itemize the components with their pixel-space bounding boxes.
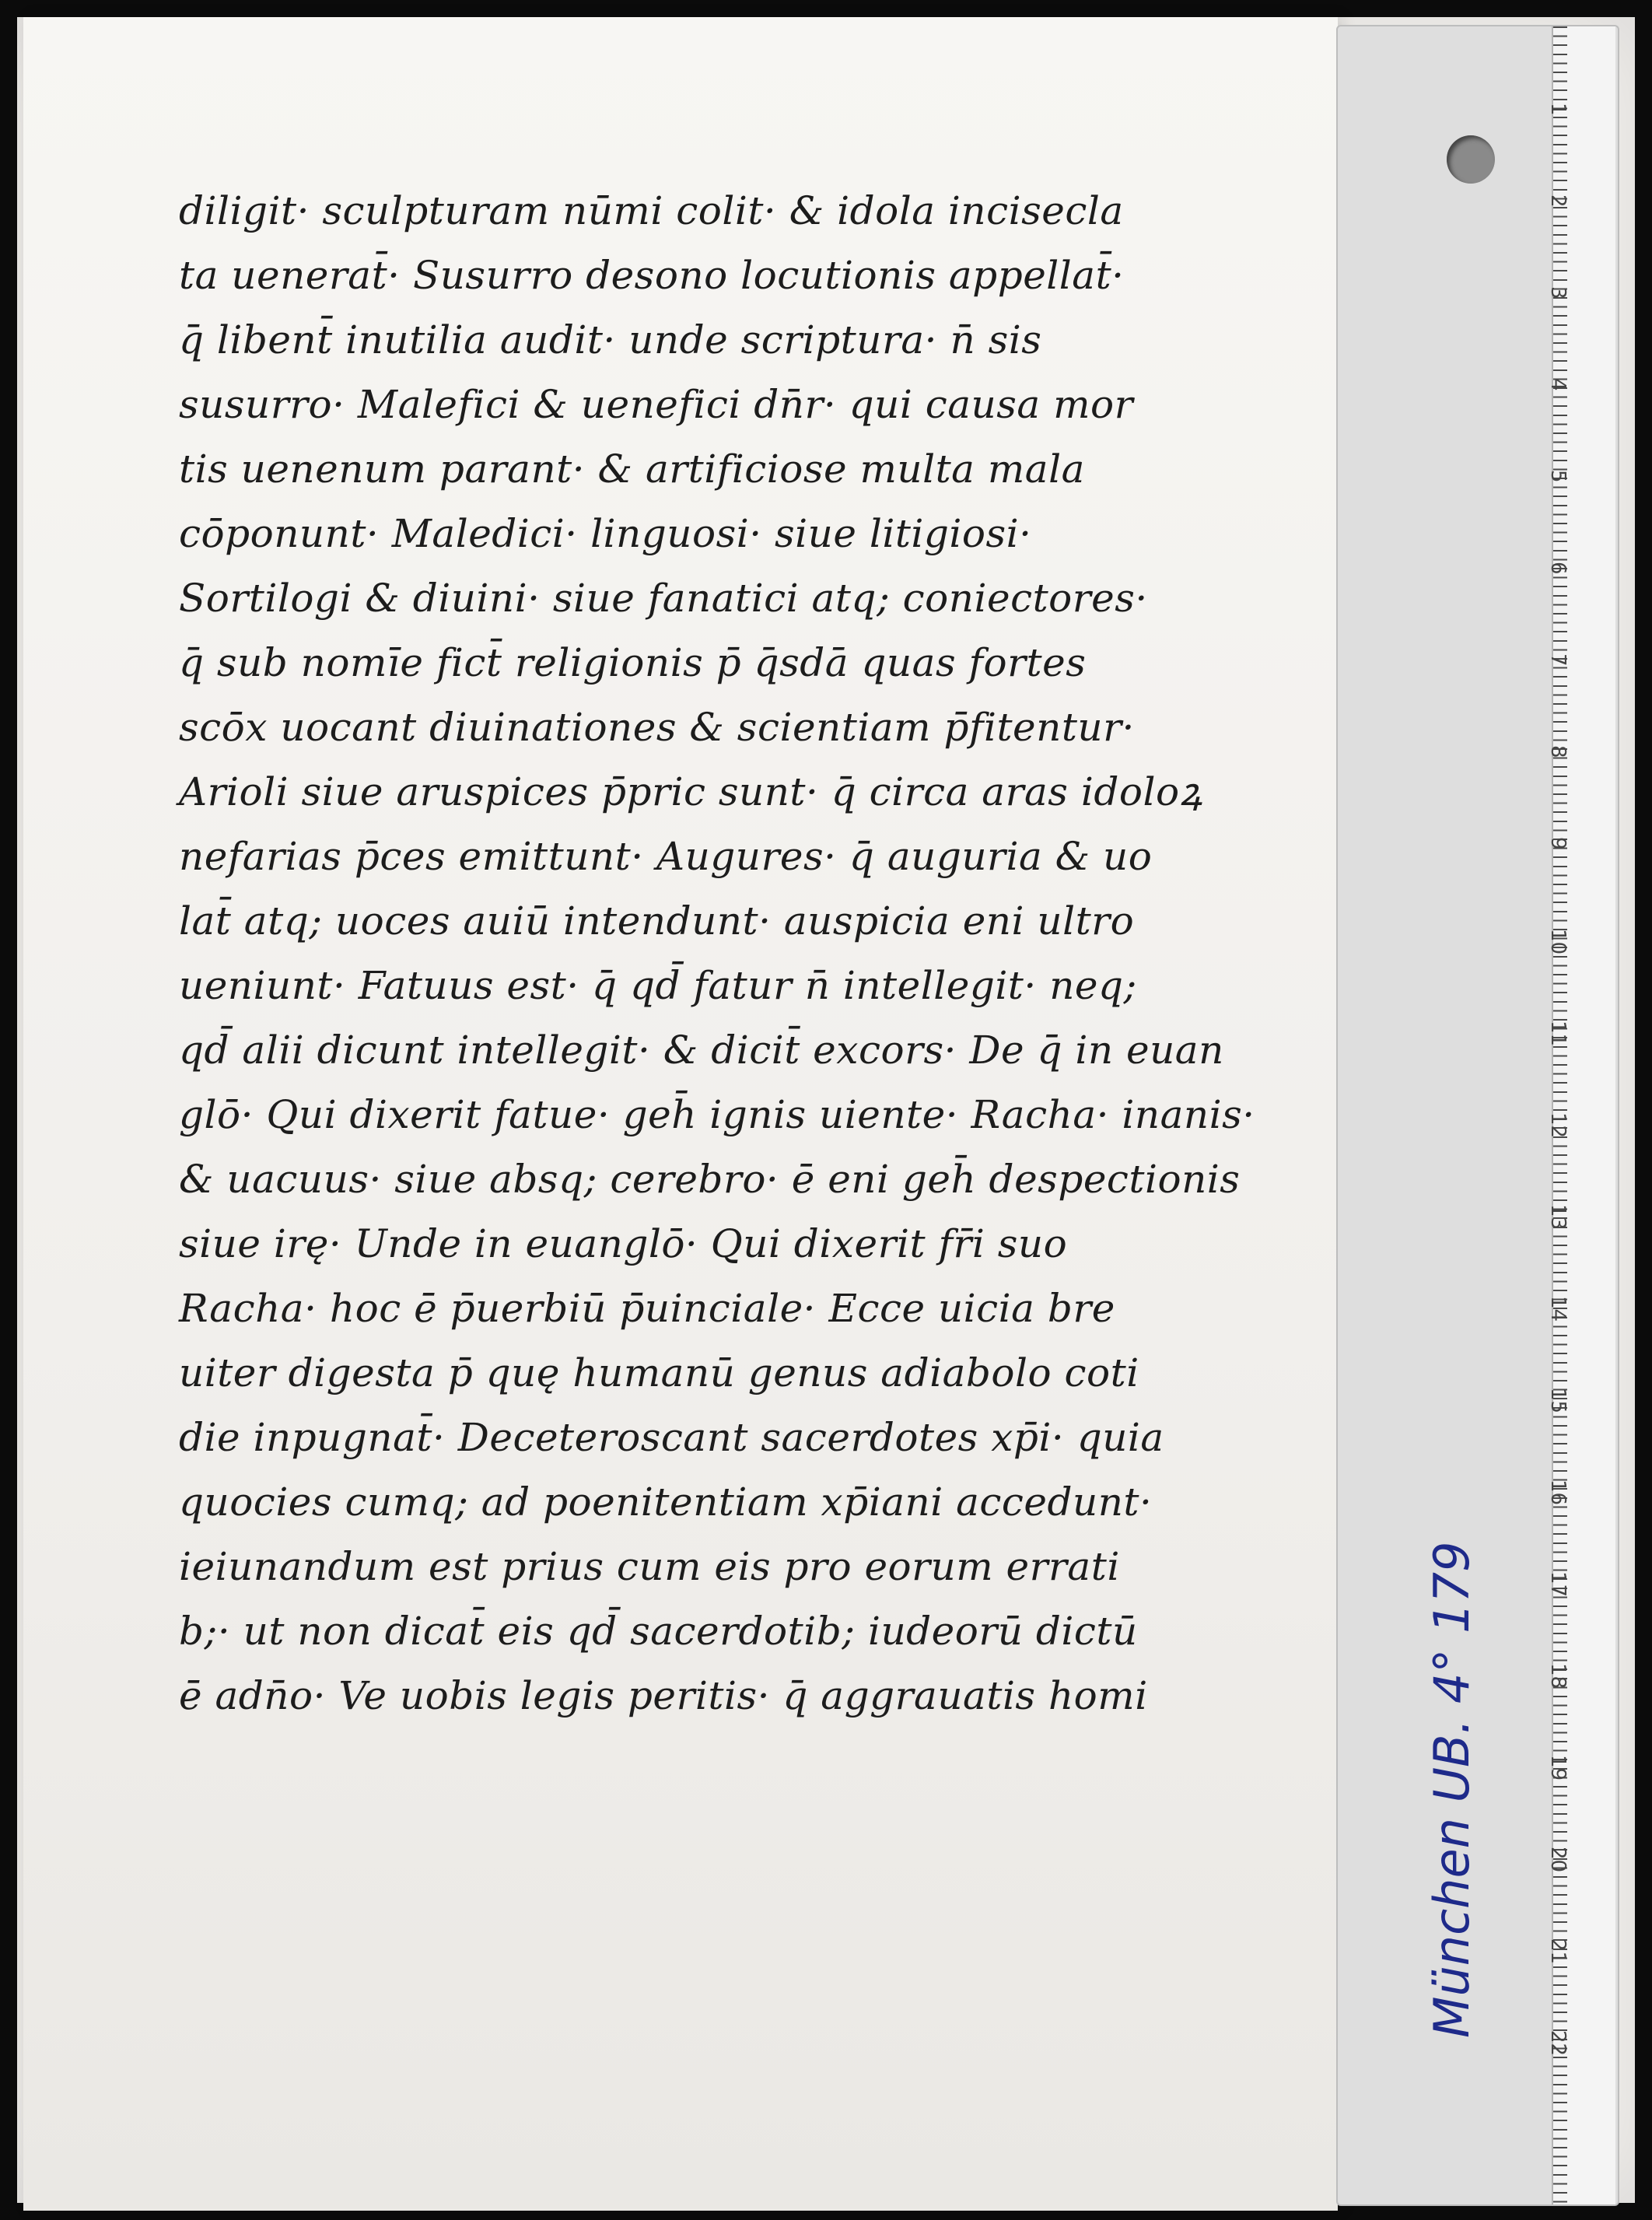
text-line: uiter digesta p̄ quę humanū genus adiabolo coti — [179, 1350, 1139, 1395]
ruler-number: 9 — [1546, 837, 1570, 850]
manuscript-text — [179, 179, 1299, 1728]
ruler-number: 13 — [1546, 1204, 1570, 1231]
text-line: ueniunt· Fatuus est· q̄ qd̄ fatur n̄ intellegit· neq; — [179, 963, 1137, 1008]
ruler-number: 11 — [1546, 1021, 1570, 1047]
ruler-number: 17 — [1546, 1571, 1570, 1598]
ruler-number: 16 — [1546, 1479, 1570, 1506]
shelfmark-annotation: München UB. 4° 179 — [1423, 1541, 1480, 2038]
text-line: glō· Qui dixerit fatue· geh̄ ignis uiente· Racha· inanis· — [179, 1092, 1255, 1137]
ruler-number: 3 — [1546, 286, 1570, 299]
text-line: siue irę· Unde in euanglō· Qui dixerit fr̄i suo — [179, 1221, 1068, 1266]
ruler-number: 15 — [1546, 1388, 1570, 1414]
ruler-number: 8 — [1546, 745, 1570, 758]
ruler-number: 2 — [1546, 194, 1570, 208]
text-line: scōx uocant diuinationes & scientiam p̄fitentur· — [179, 705, 1135, 750]
text-line: diligit· sculpturam nūmi colit· & idola incisecla — [179, 188, 1124, 233]
text-line: quocies cumq; ad poenitentiam xp̄iani accedunt· — [179, 1479, 1153, 1525]
ruler-number: 5 — [1546, 470, 1570, 483]
ruler-number: 7 — [1546, 653, 1570, 667]
ruler-number: 12 — [1546, 1112, 1570, 1139]
ruler-number: 21 — [1546, 1938, 1570, 1965]
text-line: b;· ut non dicat̄ eis qd̄ sacerdotib; iudeorū dictū — [179, 1609, 1138, 1654]
text-line: Arioli siue aruspices p̄pric sunt· q̄ circa aras idoloꝝ — [179, 769, 1202, 814]
text-line: q̄ sub nomīe fict̄ religionis p̄ q̄sdā quas fortes — [179, 640, 1087, 685]
text-line: tis uenenum parant· & artificiose multa mala — [179, 446, 1085, 492]
text-line: lat̄ atq; uoces auiū intendunt· auspicia eni ultro — [179, 898, 1135, 944]
text-line: Racha· hoc ē p̄uerbiū p̄uinciale· Ecce uicia bre — [179, 1286, 1115, 1331]
text-line: susurro· Malefici & uenefici dn̄r· qui causa mor — [179, 382, 1134, 427]
text-line: nefarias p̄ces emittunt· Augures· q̄ auguria & uo — [179, 834, 1153, 879]
ruler-number: 18 — [1546, 1663, 1570, 1690]
ruler-number: 1 — [1546, 103, 1570, 116]
text-line: qd̄ alii dicunt intellegit· & dicit̄ excors· De q̄ in euan — [179, 1028, 1224, 1073]
ruler-number: 4 — [1546, 378, 1570, 391]
ruler-number: 20 — [1546, 1847, 1570, 1873]
text-line: & uacuus· siue absq; cerebro· ē eni geh̄ despectionis — [179, 1157, 1241, 1202]
text-line: Sortilogi & diuini· siue fanatici atq; coniectores· — [179, 576, 1148, 621]
text-line: ta uenerat̄· Susurro desono locutionis appellat̄· — [179, 253, 1125, 298]
ruler-number: 10 — [1546, 929, 1570, 955]
text-line: q̄ libent̄ inutilia audit· unde scriptura· n̄ sis — [179, 317, 1042, 362]
ruler-hole-icon — [1447, 135, 1495, 184]
ruler-number: 22 — [1546, 2030, 1570, 2057]
text-line: ē adn̄o· Ve uobis legis peritis· q̄ aggrauatis homi — [179, 1673, 1148, 1718]
text-line: die inpugnat̄· Deceteroscant sacerdotes xp̄i· quia — [179, 1415, 1164, 1460]
ruler-number: 6 — [1546, 562, 1570, 575]
text-line: ieiunandum est prius cum eis pro eorum errati — [179, 1544, 1120, 1589]
ruler-number: 19 — [1546, 1755, 1570, 1781]
ruler-number: 14 — [1546, 1296, 1570, 1322]
text-line: cōponunt· Maledici· linguosi· siue litigiosi· — [179, 511, 1032, 556]
